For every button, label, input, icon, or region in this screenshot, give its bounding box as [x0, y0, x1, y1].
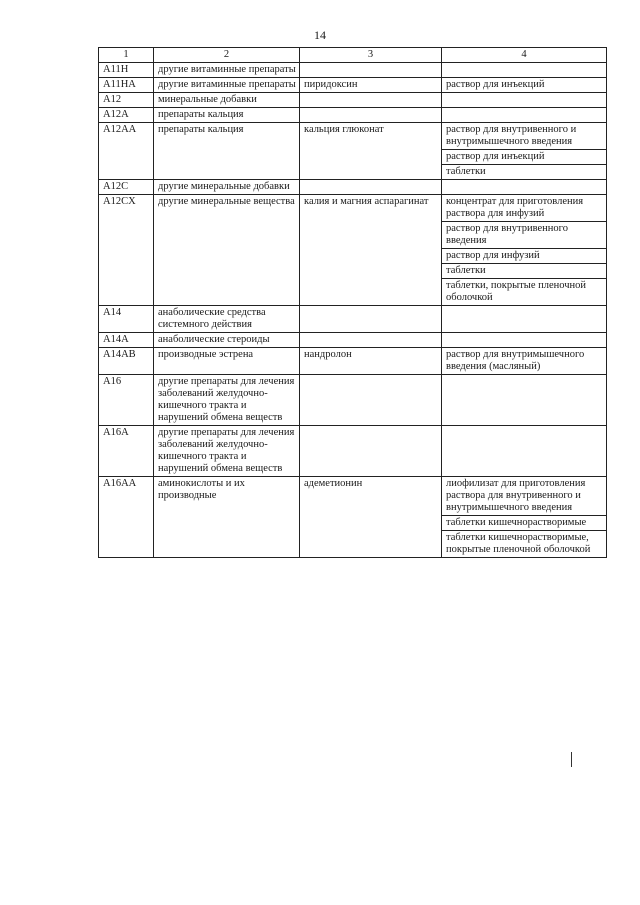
- substance-cell: адеметионин: [300, 477, 442, 558]
- substance-cell: нандролон: [300, 348, 442, 375]
- dosage-forms-cell: [442, 426, 607, 477]
- dosage-form-item: [442, 108, 606, 110]
- table-row: [99, 426, 607, 477]
- column-header: 2: [154, 48, 300, 63]
- table-row: [99, 93, 607, 108]
- scan-mark: [571, 752, 572, 767]
- atc-code-cell: A12A: [99, 108, 154, 123]
- table-row: [99, 63, 607, 78]
- substance-cell: [300, 63, 442, 78]
- dosage-form-item: таблетки кишечнорастворимые, покрытые пленочной оболочкой: [446, 532, 591, 555]
- dosage-form-item: таблетки: [446, 166, 486, 177]
- table-row: [99, 180, 607, 195]
- dosage-form-item: [442, 375, 606, 377]
- substance-cell: [300, 93, 442, 108]
- dosage-forms-cell: [442, 63, 607, 78]
- dosage-forms-cell: [442, 195, 607, 306]
- atc-code-cell: A11HA: [99, 78, 154, 93]
- table-row: [99, 195, 607, 306]
- atc-code-cell: A11H: [99, 63, 154, 78]
- group-cell: препараты кальция: [154, 123, 300, 180]
- dosage-form-item: [442, 333, 606, 335]
- dosage-form-item: [442, 306, 606, 308]
- atc-code-cell: A14A: [99, 333, 154, 348]
- dosage-forms-cell: [442, 348, 607, 375]
- group-cell: другие минеральные добавки: [154, 180, 300, 195]
- column-header: 3: [300, 48, 442, 63]
- atc-code-cell: A12CX: [99, 195, 154, 306]
- dosage-form-item: раствор для внутримышечного введения (масляный): [446, 349, 585, 372]
- dosage-form-item: раствор для инъекций: [442, 150, 606, 165]
- substance-cell: [300, 426, 442, 477]
- table-row: [99, 78, 607, 93]
- group-cell: другие витаминные препараты: [154, 78, 300, 93]
- dosage-form-item: лиофилизат для приготовления раствора для внутривенного и внутримышечного введения: [442, 477, 606, 516]
- table-body: [99, 63, 607, 558]
- group-cell: другие витаминные препараты: [154, 63, 300, 78]
- substance-cell: [300, 333, 442, 348]
- dosage-form-item: [442, 93, 606, 95]
- atc-code-cell: A12: [99, 93, 154, 108]
- group-cell: минеральные добавки: [154, 93, 300, 108]
- dosage-forms-cell: [442, 306, 607, 333]
- dosage-forms-cell: [442, 123, 607, 180]
- dosage-form-item: [442, 63, 606, 65]
- substance-cell: кальция глюконат: [300, 123, 442, 180]
- table-row: [99, 375, 607, 426]
- dosage-form-item: таблетки: [442, 264, 606, 279]
- table-row: [99, 333, 607, 348]
- dosage-form-item: раствор для инъекций: [446, 79, 545, 90]
- dosage-form-item: [442, 426, 606, 428]
- dosage-forms-cell: [442, 180, 607, 195]
- group-cell: анаболические стероиды: [154, 333, 300, 348]
- dosage-forms-cell: [442, 477, 607, 558]
- dosage-form-item: раствор для внутривенного введения: [442, 222, 606, 249]
- table-row: [99, 306, 607, 333]
- dosage-form-item: таблетки кишечнорастворимые: [442, 516, 606, 531]
- substance-cell: [300, 306, 442, 333]
- page-number: 14: [314, 28, 326, 42]
- substance-cell: калия и магния аспарагинат: [300, 195, 442, 306]
- atc-code-cell: A12C: [99, 180, 154, 195]
- substance-cell: [300, 180, 442, 195]
- atc-code-cell: A16AA: [99, 477, 154, 558]
- group-cell: другие препараты для лечения заболеваний желудочно-кишечного тракта и нарушений обмена веществ: [154, 426, 300, 477]
- atc-code-cell: A14: [99, 306, 154, 333]
- group-cell: производные эстрена: [154, 348, 300, 375]
- group-cell: другие препараты для лечения заболеваний желудочно-кишечного тракта и нарушений обмена веществ: [154, 375, 300, 426]
- group-cell: аминокислоты и их производные: [154, 477, 300, 558]
- column-header: 4: [442, 48, 607, 63]
- header-row: [99, 48, 607, 63]
- atc-code-cell: A14AB: [99, 348, 154, 375]
- substance-cell: [300, 108, 442, 123]
- dosage-forms-cell: [442, 375, 607, 426]
- dosage-forms-cell: [442, 93, 607, 108]
- dosage-form-item: раствор для внутривенного и внутримышечного введения: [442, 123, 606, 150]
- dosage-forms-cell: [442, 108, 607, 123]
- table-row: [99, 123, 607, 180]
- table-row: [99, 348, 607, 375]
- group-cell: другие минеральные вещества: [154, 195, 300, 306]
- dosage-form-item: [442, 180, 606, 182]
- atc-code-cell: A16: [99, 375, 154, 426]
- substance-cell: [300, 375, 442, 426]
- substance-cell: пиридоксин: [300, 78, 442, 93]
- group-cell: анаболические средства системного действия: [154, 306, 300, 333]
- atc-code-cell: A16A: [99, 426, 154, 477]
- dosage-form-item: концентрат для приготовления раствора для инфузий: [442, 195, 606, 222]
- dosage-forms-cell: [442, 333, 607, 348]
- atc-code-cell: A12AA: [99, 123, 154, 180]
- table-header: [99, 48, 607, 63]
- group-cell: препараты кальция: [154, 108, 300, 123]
- column-header: 1: [99, 48, 154, 63]
- drug-table: [98, 47, 607, 558]
- dosage-form-item: таблетки, покрытые пленочной оболочкой: [446, 280, 587, 303]
- dosage-forms-cell: [442, 78, 607, 93]
- dosage-form-item: раствор для инфузий: [442, 249, 606, 264]
- table-row: [99, 477, 607, 558]
- table-row: [99, 108, 607, 123]
